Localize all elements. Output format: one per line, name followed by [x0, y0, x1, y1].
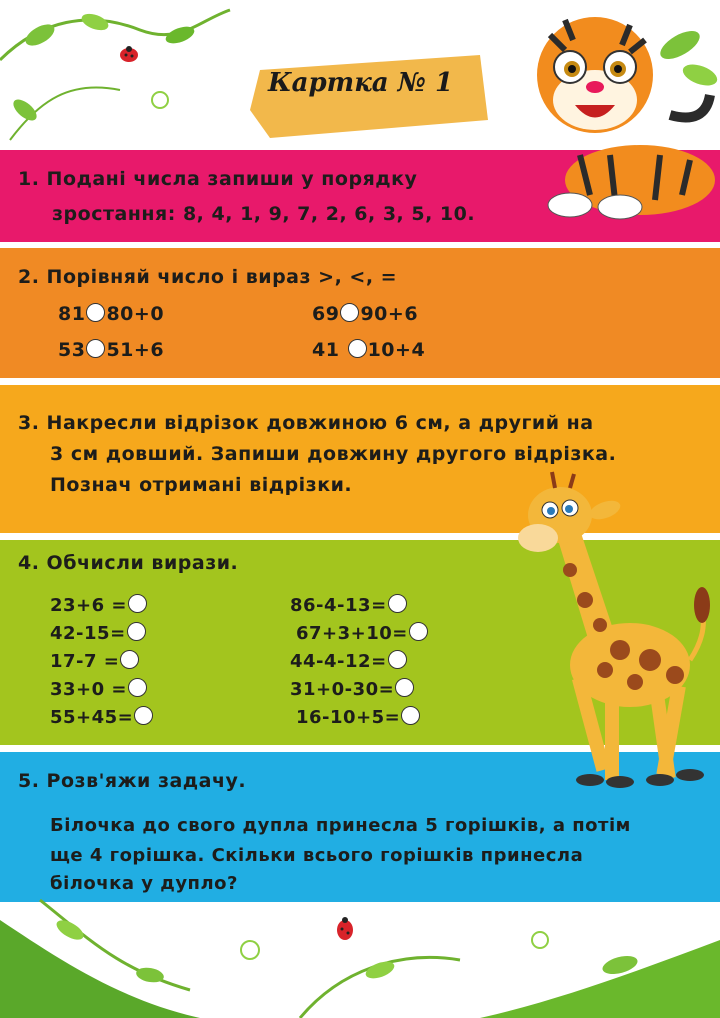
expression-item: [50, 650, 140, 672]
task3-line2: 3 см довший. Запиши довжину другого відрізка.: [50, 443, 617, 465]
answer-circle[interactable]: [127, 622, 146, 641]
answer-circle[interactable]: [388, 594, 407, 613]
task5-line3: білочка у дупло?: [50, 873, 238, 894]
expression-text: 33+0 =: [50, 679, 128, 700]
tiger-illustration: [520, 5, 720, 220]
expression-item: [50, 678, 148, 700]
expression-item: [296, 706, 421, 728]
compare-right: 51+6: [106, 339, 165, 361]
compare-right: 90+6: [360, 303, 419, 325]
compare-item: [312, 303, 418, 325]
task2-heading: 2. Порівняй число і вираз >, <, =: [18, 266, 398, 288]
expression-item: [50, 622, 147, 644]
task1-line2: зростання: 8, 4, 1, 9, 7, 2, 6, 3, 5, 10.: [52, 203, 476, 225]
vine-decoration-bottom: [0, 880, 720, 1018]
compare-item: [58, 303, 164, 325]
task3-line1: 3. Накресли відрізок довжиною 6 см, а другий на: [18, 412, 594, 434]
task3-line3: Познач отримані відрізки.: [50, 474, 353, 496]
compare-right: 80+0: [106, 303, 165, 325]
answer-circle[interactable]: [128, 594, 147, 613]
expression-text: 16-10+5=: [296, 707, 401, 728]
page-title: Картка № 1: [268, 68, 454, 98]
ladybug-icon: [118, 45, 140, 63]
expression-item: [50, 706, 154, 728]
compare-item: [58, 339, 164, 361]
compare-item: [312, 339, 425, 361]
answer-circle[interactable]: [120, 650, 139, 669]
task5-heading: 5. Розв'яжи задачу.: [18, 770, 247, 792]
compare-left: 81: [58, 303, 86, 325]
expression-text: 67+3+10=: [296, 623, 408, 644]
expression-text: 42-15=: [50, 623, 126, 644]
compare-left: 69: [312, 303, 340, 325]
answer-circle[interactable]: [340, 303, 359, 322]
answer-circle[interactable]: [409, 622, 428, 641]
expression-item: [290, 678, 415, 700]
answer-circle[interactable]: [348, 339, 367, 358]
answer-circle[interactable]: [128, 678, 147, 697]
expression-text: 31+0-30=: [290, 679, 395, 700]
expression-text: 86-4-13=: [290, 595, 387, 616]
giraffe-illustration: [510, 470, 715, 790]
ladybug-icon: [335, 915, 355, 941]
answer-circle[interactable]: [401, 706, 420, 725]
task4-heading: 4. Обчисли вирази.: [18, 552, 239, 574]
answer-circle[interactable]: [86, 303, 105, 322]
task5-line1: Білочка до свого дупла принесла 5 горішків, а потім: [50, 815, 631, 836]
expression-text: 55+45=: [50, 707, 134, 728]
answer-circle[interactable]: [134, 706, 153, 725]
expression-text: 44-4-12=: [290, 651, 387, 672]
answer-circle[interactable]: [395, 678, 414, 697]
expression-item: [296, 622, 429, 644]
expression-text: 23+6 =: [50, 595, 128, 616]
answer-circle[interactable]: [86, 339, 105, 358]
answer-circle[interactable]: [388, 650, 407, 669]
expression-text: 17-7 =: [50, 651, 120, 672]
expression-item: [50, 594, 148, 616]
compare-right: 10+4: [367, 339, 426, 361]
expression-item: [290, 650, 408, 672]
task1-line1: 1. Подані числа запиши у порядку: [18, 168, 418, 190]
compare-left: 41: [312, 339, 340, 361]
expression-item: [290, 594, 408, 616]
compare-left: 53: [58, 339, 86, 361]
task5-line2: ще 4 горішка. Скільки всього горішків принесла: [50, 845, 584, 866]
